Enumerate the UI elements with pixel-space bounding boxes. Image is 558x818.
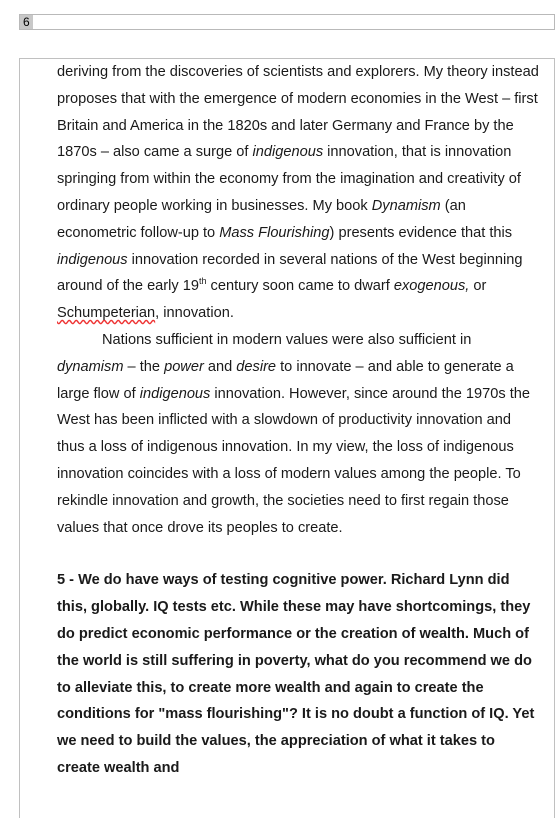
text-run: , innovation. — [155, 305, 234, 322]
question-5: 5 - We do have ways of testing cognitive power. Richard Lynn did this, globally. IQ tests etc. While these may have shortcomings, they do predict economic performance or the creation of wealth. Much of the world is still suffering in poverty, what do you recommend we do to alleviate this, to create more wealth and again to create the conditions for "mass flourishing"? It is no doubt a function of IQ. Yet we need to build the values, the appreciation of what it takes to create wealth and — [57, 572, 535, 776]
document-page — [19, 58, 555, 818]
text-run: or — [469, 278, 487, 295]
paragraph-2 — [57, 327, 541, 541]
italic-text: power — [164, 358, 204, 375]
text-run: century soon came to dwarf — [206, 278, 394, 295]
italic-text: Mass Flourishing — [219, 224, 330, 241]
text-run: – the — [123, 358, 165, 375]
text-run: ) presents evidence that this — [329, 224, 513, 241]
paragraph-1 — [57, 59, 541, 327]
italic-text: indigenous — [139, 385, 211, 402]
text-run: to innovate – and able to generate a large flow of — [57, 358, 514, 402]
italic-text: Dynamism — [371, 197, 441, 214]
superscript: th — [198, 276, 207, 287]
italic-text: desire — [236, 358, 277, 375]
text-run: Nations sufficient in modern values were also sufficient in — [102, 331, 472, 348]
text-run: innovation, that is innovation springing from within the economy from the imagination and creativity of ordinary people working in businesses. My book — [57, 144, 521, 214]
spellcheck-flagged-word[interactable]: Schumpeterian — [57, 305, 156, 322]
text-run: (an econometric follow-up to — [57, 197, 466, 241]
text-run: innovation recorded in several nations of the West beginning around of the early 19 — [57, 251, 523, 295]
page-number: 6 — [20, 15, 33, 29]
italic-text: exogenous, — [393, 278, 470, 295]
text-run: and — [203, 358, 237, 375]
text-run: innovation. However, since around the 1970s the West has been inflicted with a slowdown of productivity innovation and thus a loss of indigenous innovation. In my view, the loss of indigenous innovation coincides with a loss of modern values among the people. To rekindle innovation and growth, the societies need to first regain those values that once drove its peoples to create. — [57, 385, 531, 536]
italic-text: indigenous — [252, 144, 324, 161]
text-run: deriving from the discoveries of scientists and explorers. My theory instead proposes that with the emergence of modern economies in the West – first Britain and America in the 1820s and later Germany and France by the 1870s – also came a surge of — [57, 64, 539, 161]
italic-text: dynamism — [57, 358, 124, 375]
document-body[interactable] — [57, 59, 541, 782]
page-header-bar — [19, 14, 555, 30]
italic-text: indigenous — [57, 251, 128, 268]
